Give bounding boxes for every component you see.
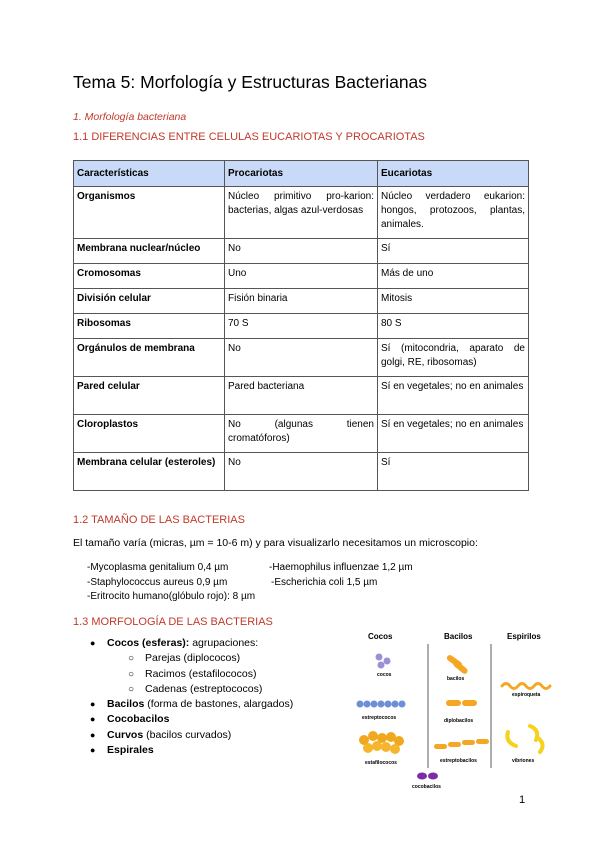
list-item [90, 743, 293, 758]
table-cell: Sí en vegetales; no en animales [378, 415, 529, 453]
espiroqueta-icon [502, 684, 550, 689]
fig-lbl-vibriones: vibriones [512, 758, 535, 764]
table-cell: Más de uno [378, 264, 529, 289]
diplobacilos-icon [446, 700, 477, 706]
section-heading-morfologia: 1. Morfología bacteriana [73, 111, 187, 123]
bacilos-desc: (forma de bastones, alargados) [144, 698, 294, 711]
table-cell: Fisión binaria [225, 289, 378, 314]
estafilococos-icon [359, 731, 404, 754]
size-escherichia: -Escherichia coli 1,5 µm [271, 577, 378, 588]
fig-lbl-diplobacilos: diplobacilos [444, 718, 474, 724]
table-row [74, 339, 529, 377]
header-procariotas: Procariotas [225, 161, 378, 187]
list-item [90, 712, 293, 727]
fig-lbl-estafilococos: estafilococos [365, 760, 397, 766]
cocos-label: Cocos (esferas): [107, 637, 190, 649]
fig-lbl-bacilos: bacilos [447, 676, 465, 682]
curvos-desc: (bacilos curvados) [143, 728, 232, 741]
size-mycoplasma: -Mycoplasma genitalium 0,4 µm [87, 562, 229, 573]
fig-lbl-estreptobacilos: estreptobacilos [440, 758, 477, 764]
list-item [90, 697, 293, 712]
cocobacilos-label: Cocobacilos [107, 713, 170, 726]
comparison-table [73, 160, 529, 491]
table-cell: Núcleo primitivo pro-karion: bacterias, algas azul-verdosas [225, 187, 378, 239]
fig-col-bacilos: Bacilos [444, 632, 473, 641]
cocos-desc: agrupaciones: [189, 637, 259, 649]
bacilos-label: Bacilos [107, 698, 145, 711]
section-heading-tamano: 1.2 TAMAÑO DE LAS BACTERIAS [73, 514, 245, 526]
fig-col-espirilos: Espirilos [507, 632, 541, 641]
table-row [74, 415, 529, 453]
table-cell: Organismos [74, 187, 225, 239]
page-title: Tema 5: Morfología y Estructuras Bacterianas [73, 72, 428, 92]
table-row [74, 187, 529, 239]
table-cell: Sí (mitocondria, aparato de golgi, RE, ribosomas) [378, 339, 529, 377]
morphology-list [90, 636, 293, 758]
list-item [90, 728, 293, 743]
table-cell: Pared bacteriana [225, 377, 378, 415]
list-item: ○ Cadenas (estreptococos) [107, 682, 293, 697]
table-cell: No (algunas tienen cromatóforos) [225, 415, 378, 453]
estreptobacilos-icon [434, 739, 489, 749]
table-cell: Membrana celular (esteroles) [74, 453, 225, 491]
page-number: 1 [519, 794, 526, 806]
table-cell: Pared celular [74, 377, 225, 415]
cocobacilos-icon [417, 773, 438, 780]
header-caracteristicas: Características [74, 161, 225, 187]
fig-lbl-espiroqueta: espiroqueta [512, 692, 541, 698]
table-row [74, 377, 529, 415]
cocos-sublist [107, 651, 293, 697]
table-cell: No [225, 339, 378, 377]
table-row [74, 453, 529, 491]
table-cell: Orgánulos de membrana [74, 339, 225, 377]
size-paragraph: El tamaño varía (micras, µm = 10-6 m) y para visualizarlo necesitamos un microscopio: [73, 537, 478, 549]
table-cell: División celular [74, 289, 225, 314]
table-header-row [74, 161, 529, 187]
list-item [90, 636, 293, 697]
size-eritrocito: -Eritrocito humano(glóbulo rojo): 8 µm [87, 591, 256, 602]
table-row [74, 289, 529, 314]
table-cell: Uno [225, 264, 378, 289]
table-cell: Sí [378, 453, 529, 491]
section-heading-morfologia-bacterias: 1.3 MORFOLOGÍA DE LAS BACTERIAS [73, 616, 273, 628]
list-item: ○ Parejas (diplococos) [107, 651, 293, 666]
table-cell: 70 S [225, 314, 378, 339]
table-cell: Sí en vegetales; no en animales [378, 377, 529, 415]
estreptococos-icon [357, 701, 406, 708]
section-heading-diferencias: 1.1 DIFERENCIAS ENTRE CELULAS EUCARIOTAS Y PROCARIOTAS [73, 131, 425, 143]
header-eucariotas: Eucariotas [378, 161, 529, 187]
fig-lbl-cocos: cocos [377, 672, 392, 678]
table-row [74, 239, 529, 264]
table-cell: 80 S [378, 314, 529, 339]
cocos-icon [376, 654, 391, 669]
fig-lbl-estreptococos: estreptococos [362, 715, 397, 721]
vibriones-icon [507, 726, 542, 752]
table-cell: Sí [378, 239, 529, 264]
espirales-label: Espirales [107, 744, 154, 757]
table-cell: No [225, 239, 378, 264]
table-cell: Núcleo verdadero eukarion: hongos, protozoos, plantas, animales. [378, 187, 529, 239]
bacteria-shapes-figure [352, 628, 562, 793]
table-cell: Cromosomas [74, 264, 225, 289]
table-cell: Membrana nuclear/núcleo [74, 239, 225, 264]
list-item: ○ Racimos (estafilococos) [107, 667, 293, 682]
table-row [74, 314, 529, 339]
size-staphylococcus: -Staphylococcus aureus 0,9 µm [87, 577, 228, 588]
table-row [74, 264, 529, 289]
table-cell: No [225, 453, 378, 491]
table-cell: Ribosomas [74, 314, 225, 339]
table-cell: Cloroplastos [74, 415, 225, 453]
bacilos-icon [446, 654, 469, 675]
curvos-label: Curvos [107, 728, 144, 741]
size-haemophilus: -Haemophilus influenzae 1,2 µm [269, 562, 413, 573]
fig-col-cocos: Cocos [368, 632, 393, 641]
fig-lbl-cocobacilos: cocobacilos [412, 784, 441, 790]
table-cell: Mitosis [378, 289, 529, 314]
